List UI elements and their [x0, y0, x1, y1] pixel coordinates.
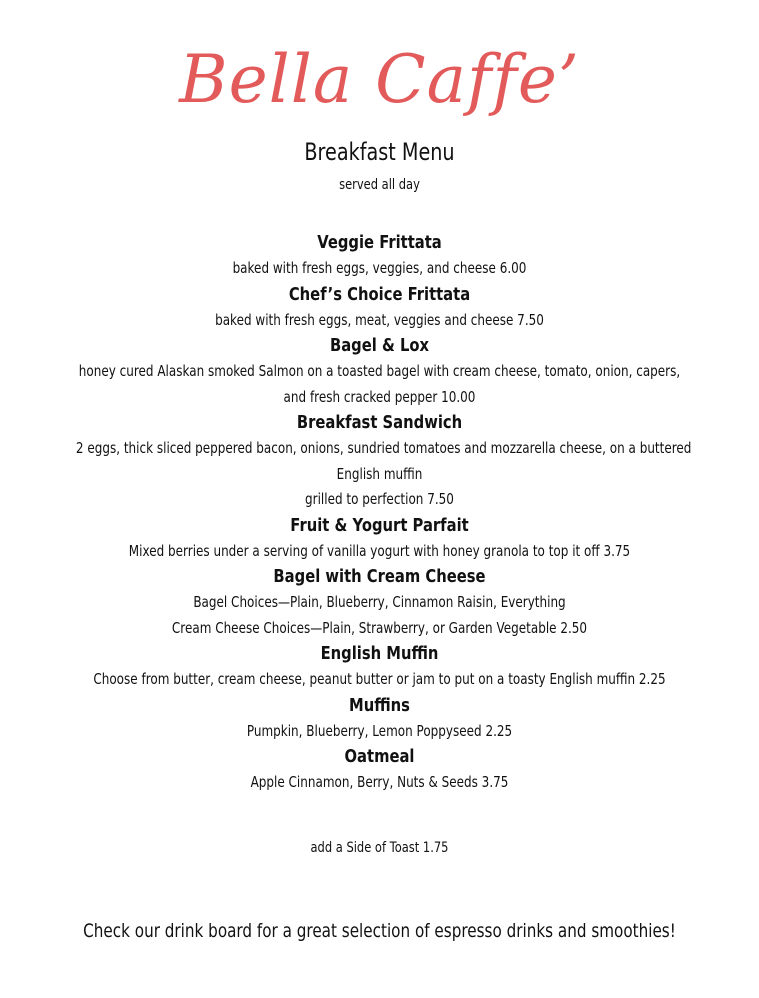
menu-title: Breakfast Menu	[304, 138, 455, 166]
cafe-logo: Bella Caffe’	[179, 41, 580, 118]
menu-item-description: 2 eggs, thick sliced peppered bacon, onions, sundried tomatoes and mozzarella cheese, on a buttered	[75, 439, 692, 457]
menu-item	[0, 513, 759, 565]
menu-item-description: and fresh cracked pepper 10.00	[283, 387, 476, 406]
menu-item	[0, 641, 759, 693]
menu-item-description: baked with fresh eggs, meat, veggies and cheese 7.50	[215, 310, 544, 329]
menu-item-name: Muffins	[349, 694, 410, 716]
menu-item-name: Fruit & Yogurt Parfait	[290, 514, 469, 536]
menu-item-name: Oatmeal	[344, 746, 415, 767]
menu-item-description: Pumpkin, Blueberry, Lemon Poppyseed 2.25	[246, 721, 513, 740]
menu-item-description: honey cured Alaskan smoked Salmon on a toasted bagel with cream cheese, tomato, onion, capers,	[78, 362, 681, 380]
menu-item-description: grilled to perfection 7.50	[305, 490, 454, 508]
menu-subtitle: served all day	[339, 177, 420, 193]
menu-item	[0, 564, 759, 641]
menu-item-description: Choose from butter, cream cheese, peanut butter or jam to put on a toasty English muffin 2.25	[93, 670, 666, 688]
menu-item-name: English Muffin	[320, 643, 439, 664]
menu-item-name: Bagel with Cream Cheese	[273, 566, 486, 587]
drink-board-note: Check our drink board for a great selection of espresso drinks and smoothies!	[83, 920, 676, 942]
menu-item	[0, 693, 759, 745]
menu-item-description: baked with fresh eggs, veggies, and cheese 6.00	[232, 259, 527, 277]
menu-item	[0, 744, 759, 796]
menu-item-description: Apple Cinnamon, Berry, Nuts & Seeds 3.75	[250, 773, 509, 791]
menu-item-name: Breakfast Sandwich	[296, 412, 463, 433]
menu-item	[0, 230, 759, 282]
menu-item-description: Bagel Choices—Plain, Blueberry, Cinnamon Raisin, Everything	[193, 593, 566, 611]
menu-item-description: Cream Cheese Choices—Plain, Strawberry, or Garden Vegetable 2.50	[171, 618, 588, 637]
menu-items-list	[0, 230, 759, 796]
menu-item-description: English muffin	[336, 464, 423, 483]
menu-item	[0, 410, 759, 513]
menu-item-name: Chef’s Choice Frittata	[288, 283, 471, 305]
side-of-toast-note: add a Side of Toast 1.75	[310, 840, 449, 856]
menu-item-description: Mixed berries under a serving of vanilla yogurt with honey granola to top it off 3.75	[128, 541, 631, 560]
menu-item	[0, 282, 759, 334]
menu-item-name: Bagel & Lox	[329, 335, 430, 356]
menu-item-name: Veggie Frittata	[317, 232, 442, 253]
menu-item	[0, 333, 759, 410]
